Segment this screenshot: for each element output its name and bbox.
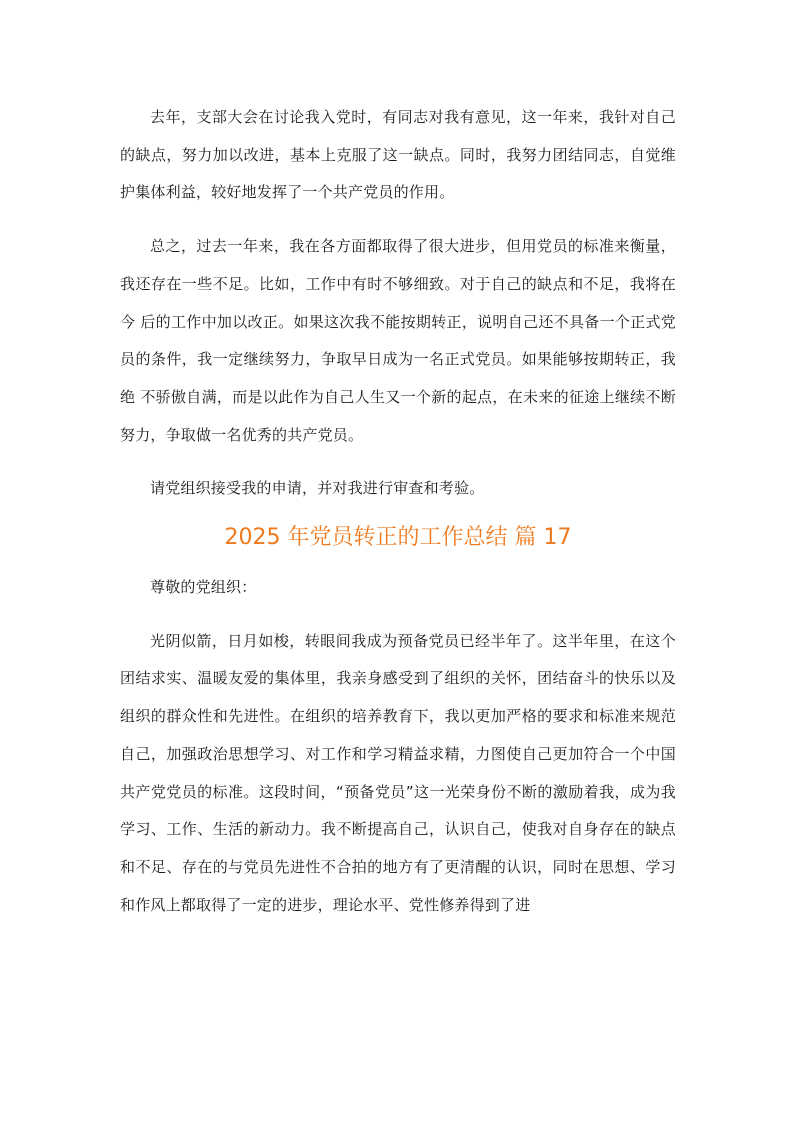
salutation: 尊敬的党组织：	[150, 578, 257, 597]
paragraph-summary: 总之，过去一年来，我在各方面都取得了很大进步，但用党员的标准来衡量，我还存在一些不足。比如，工作中有时不够细致。对于自己的缺点和不足，我将在今 后的工作中加以改正。如果这次我不能按期转正，说明自己还不具备一个正式党员的条件，我一定继续努力，争取早日成为一名正式党员。如果能够按期转正，我绝 不骄傲自满，而是以此作为自己人生又一个新的起点，在未来的征途上继续不断努力，争取做一名优秀的共产党员。	[120, 237, 676, 444]
paragraph-half-year-review: 光阴似箭，日月如梭，转眼间我成为预备党员已经半年了。这半年里，在这个团结求实、温暖友爱的集体里，我亲身感受到了组织的关怀，团结奋斗的快乐以及组织的群众性和先进性。在组织的培养教育下，我以更加严格的要求和标准来规范自己，加强政治思想学习、对工作和学习精益求精，力图使自己更加符合一个中国共产党党员的标准。这段时间，“预备党员”这一光荣身份不断的激励着我，成为我学习、工作、生活的新动力。我不断提高自己，认识自己，使我对自身存在的缺点和不足、存在的与党员先进性不合拍的地方有了更清醒的认识，同时在思想、学习和作风上都取得了一定的进步，理论水平、党性修养得到了进	[120, 631, 676, 914]
paragraph-self-improvement: 去年，支部大会在讨论我入党时，有同志对我有意见，这一年来，我针对自己的缺点，努力加以改进，基本上克服了这一缺点。同时，我努力团结同志，自觉维护集体利益，较好地发挥了一个共产党员的作用。	[120, 108, 676, 202]
section-title: 2025 年党员转正的工作总结 篇 17	[224, 525, 572, 551]
document-body	[120, 99, 676, 924]
paragraph-request: 请党组织接受我的申请，并对我进行审查和考验。	[150, 479, 485, 498]
